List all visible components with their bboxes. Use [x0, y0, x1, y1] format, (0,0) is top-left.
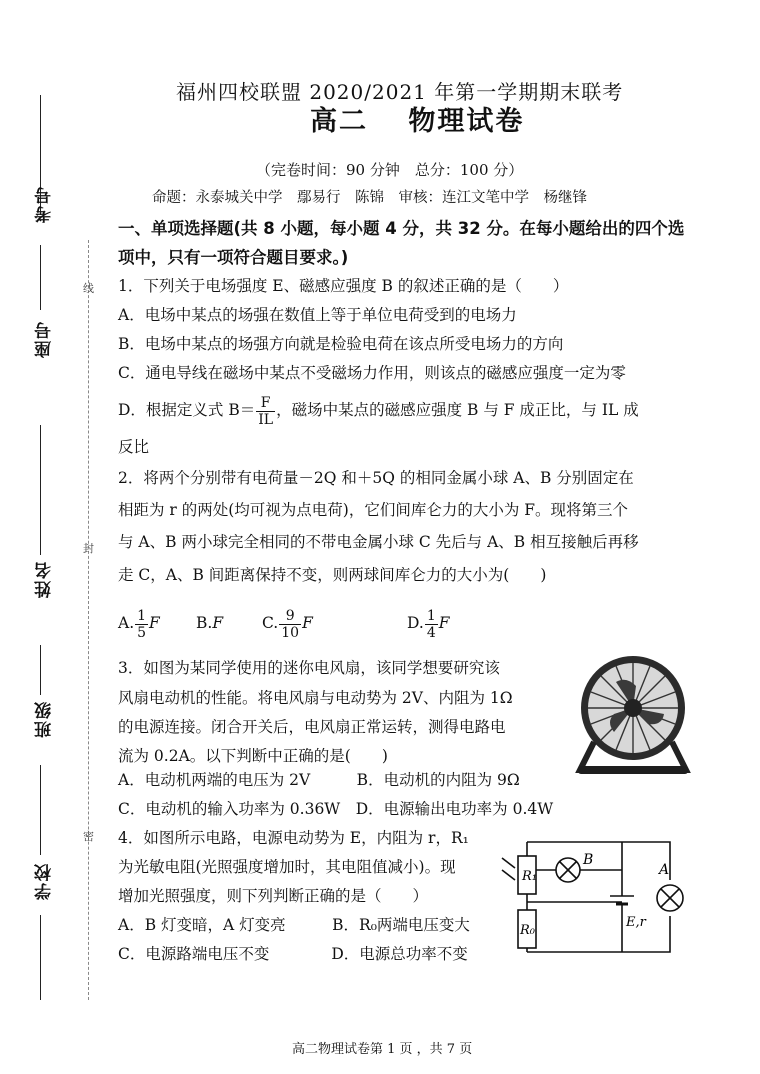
school-union-title: 福州四校联盟 2020/2021 年第一学期期末联考	[176, 80, 624, 104]
question-3-line: 3．如图为某同学使用的迷你电风扇，该同学想要研究该	[118, 659, 500, 677]
exam-number-label: 考号	[35, 185, 55, 223]
exam-time-info: （完卷时间：90 分钟 总分：100 分）	[256, 161, 524, 179]
seal-mark-secret: 密	[83, 830, 94, 843]
question-3-line: 流为 0.2A。以下判断中正确的是( )	[118, 747, 388, 765]
seal-dashed-line	[88, 240, 89, 1000]
question-4-line: 为光敏电阻(光照强度增加时，其电阻值减小)。现	[118, 858, 456, 876]
question-1-stem: 1．下列关于电场强度 E、磁感应强度 B 的叙述正确的是（ ）	[118, 277, 569, 295]
question-1-option-b: B．电场中某点的场强方向就是检验电荷在该点所受电场力的方向	[118, 335, 564, 353]
question-3-line: 的电源连接。闭合开关后，电风扇正常运转，测得电路电	[118, 718, 506, 736]
exam-authors: 命题：永泰城关中学 鄢易行 陈锦 审核：连江文笔中学 杨继锋	[152, 190, 587, 206]
margin-line	[40, 915, 41, 1000]
section-heading-cont: 项中，只有一项符合题目要求。)	[118, 248, 349, 267]
label-battery: E,r	[626, 915, 646, 930]
name-label: 姓名	[35, 560, 55, 598]
question-2-line: 走 C，A、B 间距离保持不变，则两球间库仑力的大小为( )	[118, 566, 547, 584]
page-footer: 高二物理试卷第 1 页 ，共 7 页	[292, 1042, 473, 1057]
question-4-options-ab: A．B 灯变暗，A 灯变亮 B．R₀两端电压变大	[118, 916, 470, 934]
seal-mark-line: 线	[83, 282, 94, 295]
question-1-option-d-cont: 反比	[118, 438, 150, 456]
fraction-f-over-il: $\frac{F}{IL}$	[258, 394, 274, 428]
class-label: 班级	[35, 700, 55, 738]
question-2-line: 相距为 r 的两处(均可视为点电荷)，它们间库仑力的大小为 F。现将第三个	[118, 501, 629, 519]
school-label: 学校	[35, 862, 55, 900]
margin-line	[40, 245, 41, 310]
margin-line	[40, 425, 41, 555]
question-4-options-cd: C．电源路端电压不变 D．电源总功率不变	[118, 945, 468, 963]
label-r0: R₀	[520, 923, 535, 938]
question-2-option-b: B.F	[196, 614, 224, 632]
question-4-line: 增加光照强度，则下列判断正确的是（ ）	[118, 887, 429, 905]
question-2-line: 与 A、B 两小球完全相同的不带电金属小球 C 先后与 A、B 相互接触后再移	[118, 533, 639, 551]
margin-line	[40, 645, 41, 695]
question-3-line: 风扇电动机的性能。将电风扇与电动势为 2V、内阻为 1Ω	[118, 689, 513, 707]
question-1-option-a: A．电场中某点的场强在数值上等于单位电荷受到的电场力	[118, 306, 517, 324]
section-heading: 一、单项选择题(共 8 小题，每小题 4 分，共 32 分。在每小题给出的四个选	[118, 219, 685, 238]
exam-title: 高二 物理试卷	[310, 106, 525, 137]
question-2-line: 2．将两个分别带有电荷量－2Q 和＋5Q 的相同金属小球 A、B 分别固定在	[118, 469, 634, 487]
question-1-option-c: C．通电导线在磁场中某点不受磁场力作用，则该点的磁感应强度一定为零	[118, 364, 626, 382]
label-lamp-a: A	[659, 862, 670, 878]
question-1-option-d: D．根据定义式 B＝ $\frac{F}{IL}$ ，磁场中某点的磁感应强度 B 与 F 成正比，与 IL 成	[118, 394, 639, 428]
label-r1: R₁	[522, 869, 537, 884]
label-lamp-b: B	[583, 852, 594, 868]
seal-mark-seal: 封	[83, 542, 94, 555]
question-4-line: 4．如图所示电路，电源电动势为 E，内阻为 r，R₁	[118, 829, 469, 847]
margin-line	[40, 765, 41, 855]
circuit-diagram	[500, 828, 700, 968]
question-2-option-d: D. $\frac{1}{4}$ F	[407, 607, 450, 641]
question-2-option-c: C. $\frac{9}{10}$ F	[262, 607, 313, 641]
question-2-option-a: A. $\frac{1}{5}$ F	[118, 607, 160, 641]
question-3-options-ab: A．电动机两端的电压为 2V B．电动机的内阻为 9Ω	[118, 771, 520, 789]
seat-number-label: 座号	[35, 320, 55, 358]
question-3-options-cd: C．电动机的输入功率为 0.36W D．电源输出电功率为 0.4W	[118, 800, 554, 818]
fan-photo	[566, 652, 700, 780]
